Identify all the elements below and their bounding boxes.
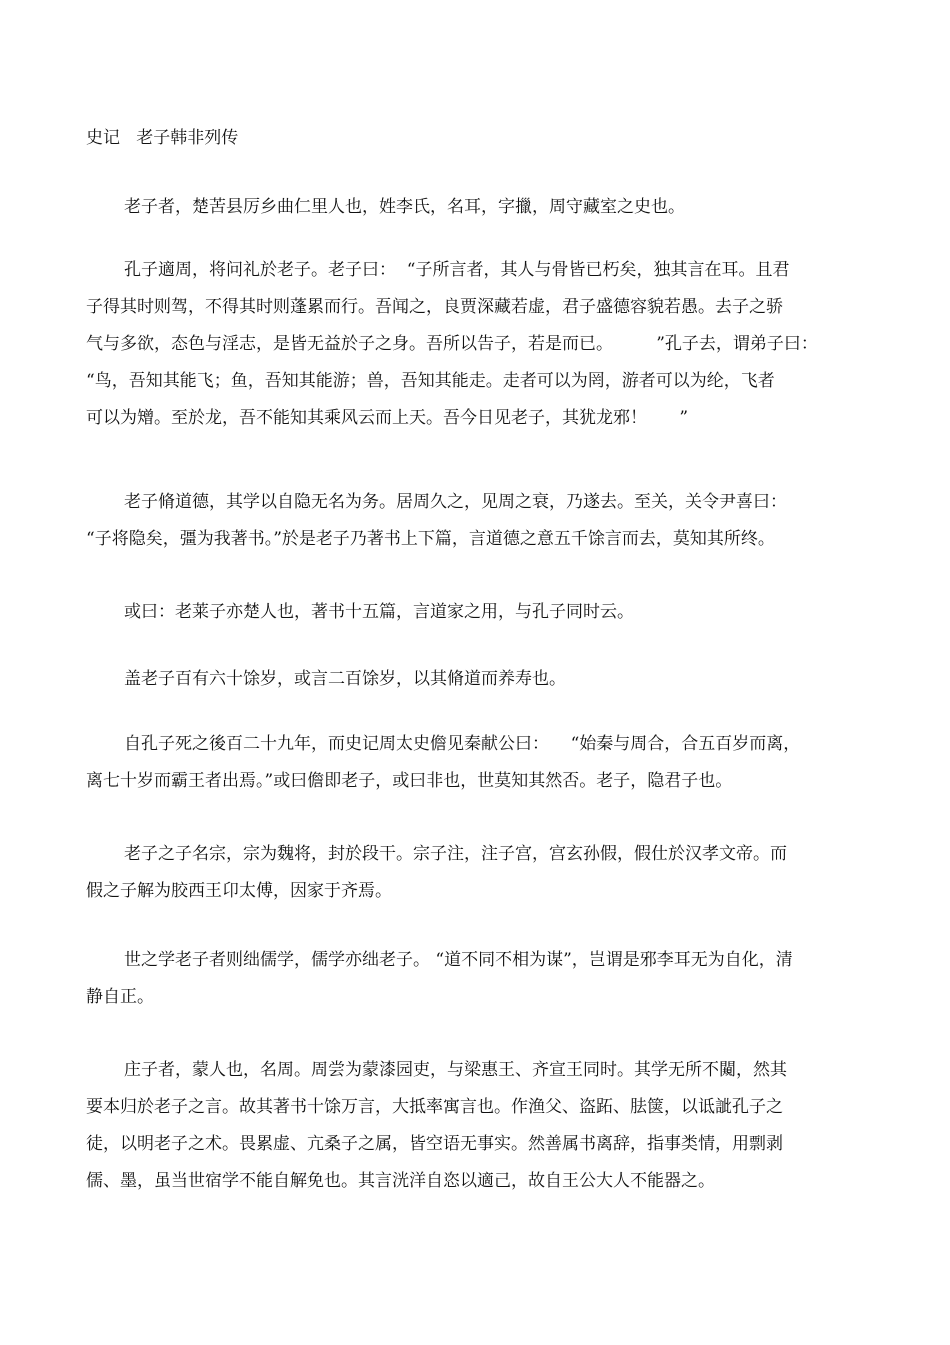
paragraph-8 xyxy=(86,942,864,1016)
text-line: 世之学老子者则绌儒学，儒学亦绌老子。 “道不同不相为谋”，岂谓是邪李耳无为自化，清 xyxy=(124,950,793,970)
text-line: “鸟，吾知其能飞；鱼，吾知其能游；兽，吾知其能走。走者可以为罔，游者可以为纶，飞者 xyxy=(86,371,775,391)
paragraph-4 xyxy=(86,594,864,631)
text-line: 老子脩道德，其学以自隐无名为务。居周久之，见周之衰，乃遂去。至关，关令尹喜曰： xyxy=(124,492,787,512)
text-line: 盖老子百有六十馀岁，或言二百馀岁，以其脩道而养寿也。 xyxy=(124,669,566,689)
text-line: 可以为矰。至於龙，吾不能知其乘风云而上天。吾今日见老子，其犹龙邪！ ” xyxy=(86,408,689,428)
text-line: 老子者，楚苦县厉乡曲仁里人也，姓李氏，名耳，字擸，周守藏室之史也。 xyxy=(124,197,685,217)
paragraph-7 xyxy=(86,836,864,910)
text-line: 庄子者，蒙人也，名周。周尝为蒙漆园吏，与梁惠王、齐宣王同时。其学无所不闚，然其 xyxy=(124,1060,787,1080)
paragraph-5 xyxy=(86,661,864,698)
text-line: 儒、墨，虽当世宿学不能自解免也。其言洸洋自恣以適己，故自王公大人不能器之。 xyxy=(86,1171,715,1191)
text-line: 气与多欲，态色与淫志，是皆无益於子之身。吾所以告子，若是而已。 ”孔子去，谓弟子曰： xyxy=(86,334,818,354)
document-title: 史记 老子韩非列传 xyxy=(86,128,239,148)
text-line: 静自正。 xyxy=(86,987,154,1007)
paragraph-1 xyxy=(86,189,864,226)
paragraph-9 xyxy=(86,1052,864,1200)
paragraph-2 xyxy=(86,252,864,437)
paragraph-3 xyxy=(86,484,864,558)
text-line: 老子之子名宗，宗为魏将，封於段干。宗子注，注子宫，宫玄孙假，假仕於汉孝文帝。而 xyxy=(124,844,787,864)
text-line: 离七十岁而霸王者出焉。”或曰儋即老子，或曰非也，世莫知其然否。老子，隐君子也。 xyxy=(86,771,733,791)
text-line: 子得其时则驾，不得其时则蓬累而行。吾闻之，良贾深藏若虚，君子盛德容貌若愚。去子之骄 xyxy=(86,297,783,317)
text-line: 要本归於老子之言。故其著书十馀万言，大抵率寓言也。作渔父、盗跖、胠箧，以诋訿孔子之 xyxy=(86,1097,783,1117)
text-line: 或曰：老莱子亦楚人也，著书十五篇，言道家之用，与孔子同时云。 xyxy=(124,602,634,622)
text-line: 孔子適周，将问礼於老子。老子曰： “子所言者，其人与骨皆已朽矣，独其言在耳。且君 xyxy=(124,260,790,280)
text-line: 假之子解为胶西王卬太傅，因家于齐焉。 xyxy=(86,881,392,901)
text-line: 徒，以明老子之术。畏累虚、亢桑子之属，皆空语无事实。然善属书离辞，指事类情，用剽剥 xyxy=(86,1134,783,1154)
text-line: “子将隐矣，彊为我著书。”於是老子乃著书上下篇，言道德之意五千馀言而去，莫知其所终。 xyxy=(86,529,775,549)
paragraph-6 xyxy=(86,726,864,800)
text-line: 自孔子死之後百二十九年，而史记周太史儋见秦献公曰： “始秦与周合，合五百岁而离， xyxy=(124,734,801,754)
